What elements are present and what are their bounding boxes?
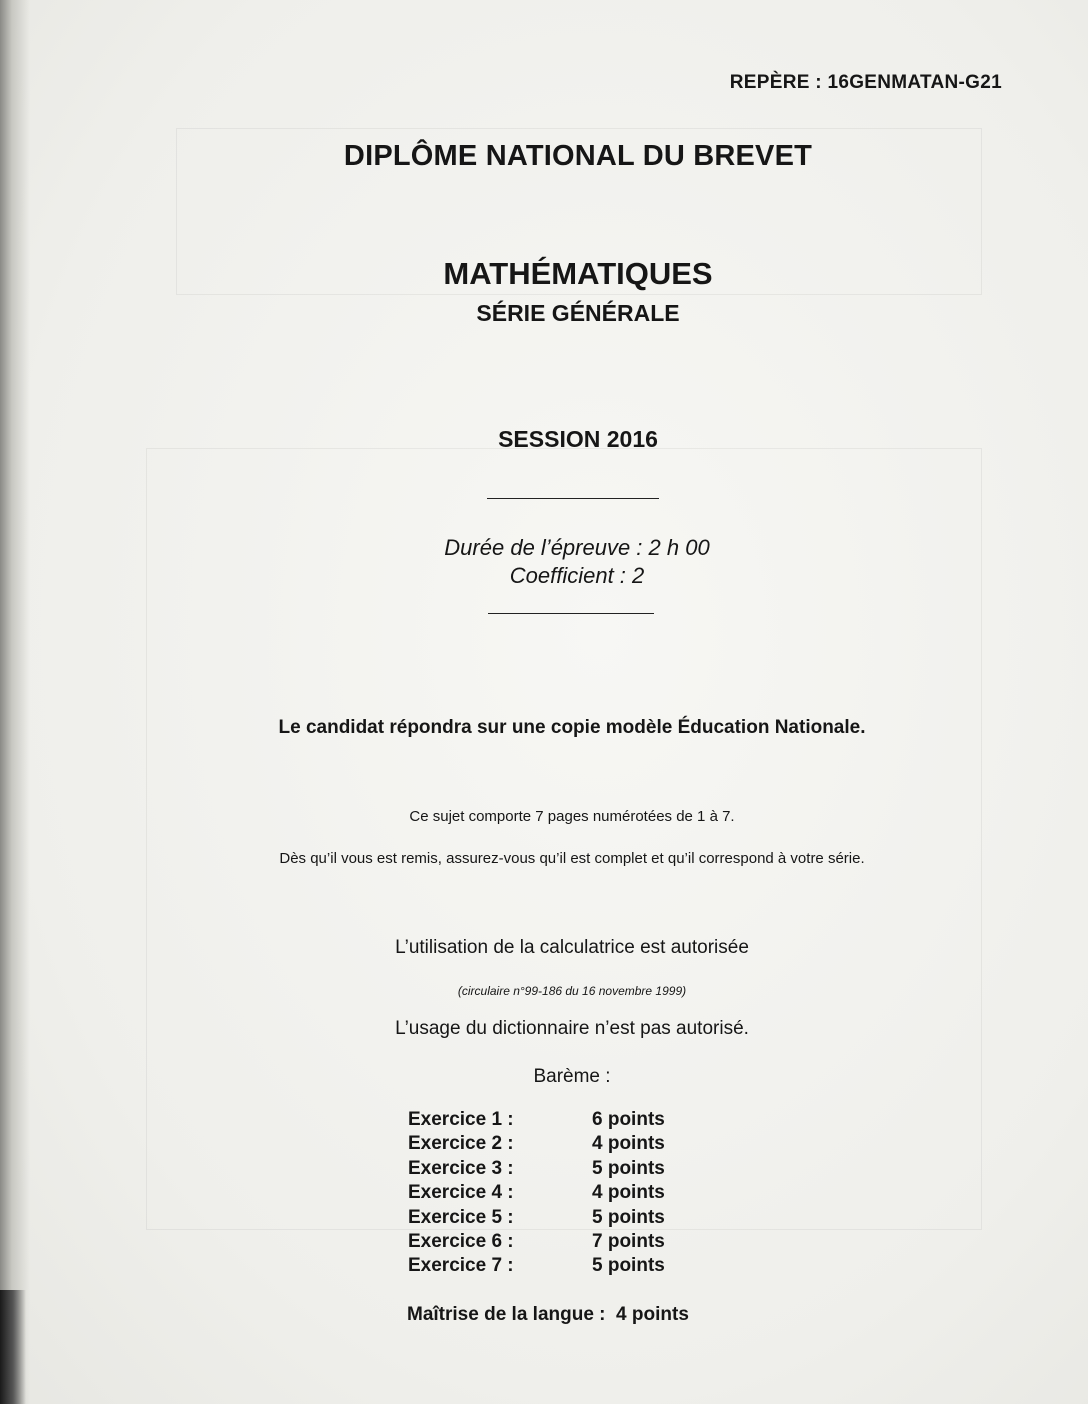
divider xyxy=(488,613,654,614)
check-note: Dès qu’il vous est remis, assurez-vous qu’il est complet et qu’il correspond à votre série. xyxy=(279,850,865,867)
bareme-row xyxy=(408,1254,708,1278)
exercise-points: 5 points xyxy=(592,1157,665,1179)
bareme-row xyxy=(408,1108,708,1132)
exercise-points: 5 points xyxy=(592,1206,665,1228)
circulaire-reference: (circulaire n°99-186 du 16 novembre 1999) xyxy=(457,984,687,998)
exercise-label: Exercice 2 : xyxy=(408,1133,514,1155)
exam-duration: Durée de l’épreuve : 2 h 00 xyxy=(444,535,710,560)
candidate-instruction: Le candidat répondra sur une copie modèle Éducation Nationale. xyxy=(278,717,866,738)
exercise-points: 4 points xyxy=(592,1133,665,1155)
exercise-points: 5 points xyxy=(592,1255,665,1277)
exercise-label: Exercice 5 : xyxy=(408,1206,514,1228)
exercise-points: 6 points xyxy=(592,1109,665,1130)
bareme-title: Barème : xyxy=(533,1066,611,1087)
exam-reference: REPÈRE : 16GENMATAN-G21 xyxy=(729,72,1002,93)
exercise-points: 7 points xyxy=(592,1230,665,1252)
exam-title: DIPLÔME NATIONAL DU BREVET xyxy=(343,140,813,172)
calculator-note: L’utilisation de la calculatrice est autorisée xyxy=(395,937,749,958)
exercise-label: Exercice 6 : xyxy=(408,1230,514,1252)
bareme-row xyxy=(408,1132,708,1156)
exercise-label: Exercice 4 : xyxy=(408,1182,514,1204)
bareme-row xyxy=(408,1206,708,1230)
binding-dark-corner xyxy=(0,1290,26,1404)
exam-subject: MATHÉMATIQUES xyxy=(443,256,713,291)
exercise-label: Exercice 7 : xyxy=(408,1255,514,1277)
exam-session: SESSION 2016 xyxy=(498,426,658,452)
bareme-table xyxy=(408,1108,708,1279)
exercise-points: 4 points xyxy=(592,1182,665,1204)
bareme-row xyxy=(408,1157,708,1181)
bareme-row xyxy=(408,1181,708,1205)
exercise-label: Exercice 1 : xyxy=(408,1109,514,1130)
exercise-label: Exercice 3 : xyxy=(408,1157,514,1179)
binding-shadow xyxy=(0,0,30,1404)
exam-serie: SÉRIE GÉNÉRALE xyxy=(476,300,680,326)
divider xyxy=(487,498,659,499)
exam-coefficient: Coefficient : 2 xyxy=(509,563,645,588)
langue-points: Maîtrise de la langue : 4 points xyxy=(407,1304,689,1325)
dictionary-note: L’usage du dictionnaire n’est pas autorisé. xyxy=(395,1018,749,1039)
pages-note: Ce sujet comporte 7 pages numérotées de 1 à 7. xyxy=(409,808,735,825)
bareme-row xyxy=(408,1230,708,1254)
